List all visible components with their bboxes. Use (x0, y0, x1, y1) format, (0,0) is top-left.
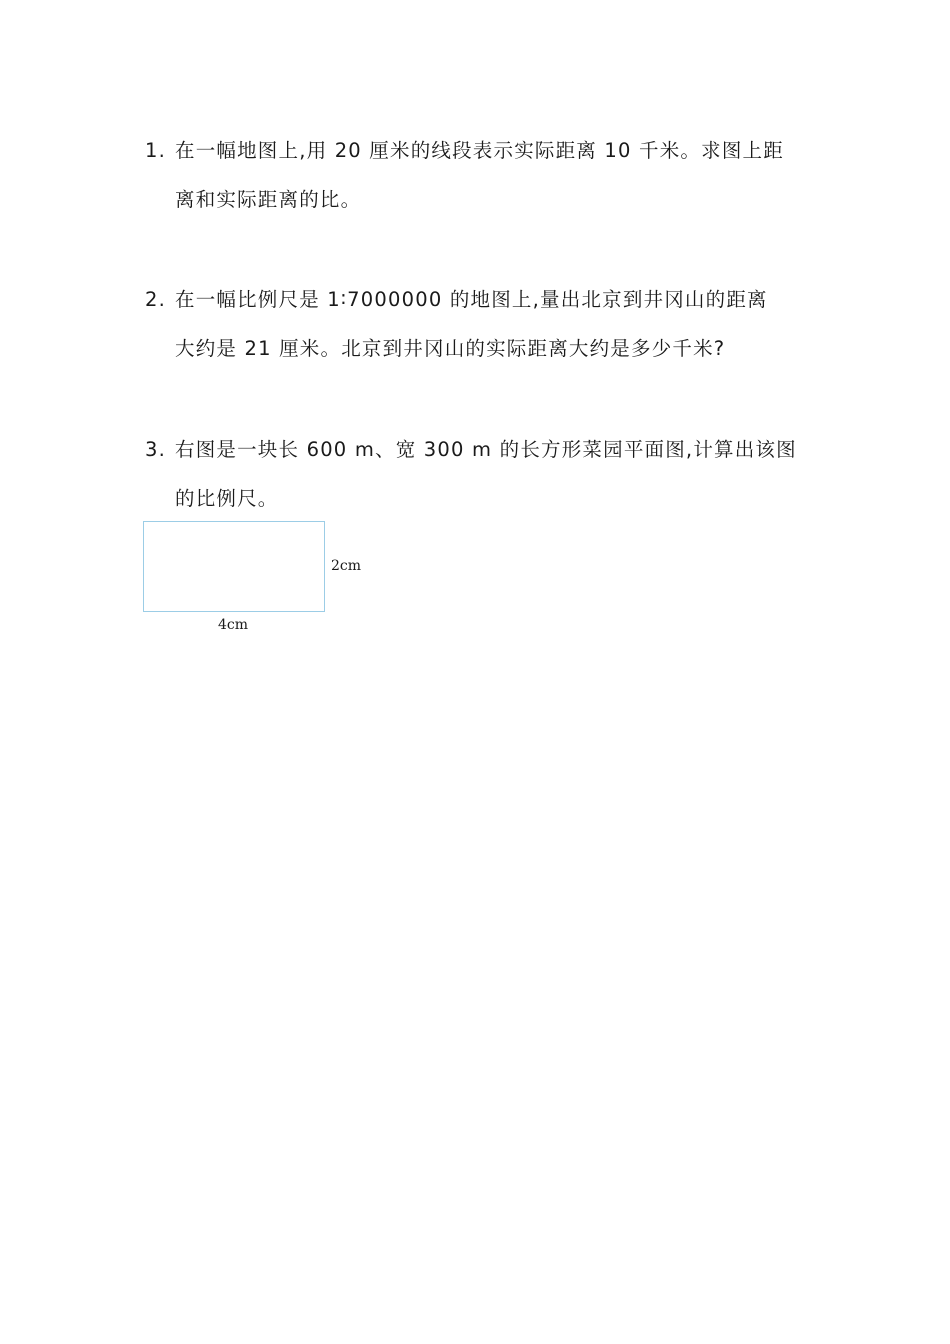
problem-3-line-1 (145, 437, 797, 463)
problem-3-number: 3. (145, 438, 167, 461)
problem-2-text-1: 在一幅比例尺是 1∶7000000 的地图上,量出北京到井冈山的距离 (175, 288, 768, 311)
problem-3-line-2 (175, 486, 279, 512)
problem-1-line-1 (145, 138, 784, 164)
garden-plan-figure (143, 521, 383, 641)
problem-1-number: 1. (145, 139, 167, 162)
width-label: 4cm (218, 617, 249, 633)
problem-1-text-2: 离和实际距离的比。 (175, 188, 362, 211)
problem-1-text-1: 在一幅地图上,用 20 厘米的线段表示实际距离 10 千米。求图上距 (175, 139, 784, 162)
problem-3-text-1: 右图是一块长 600 m、宽 300 m 的长方形菜园平面图,计算出该图 (175, 438, 797, 461)
problem-2-line-1 (145, 287, 768, 313)
problem-2-number: 2. (145, 288, 167, 311)
problem-1-line-2 (175, 187, 361, 213)
garden-rectangle (143, 521, 325, 612)
problem-2-text-2: 大约是 21 厘米。北京到井冈山的实际距离大约是多少千米? (175, 337, 726, 360)
problem-3-text-2: 的比例尺。 (175, 487, 279, 510)
problem-2-line-2 (175, 336, 725, 362)
height-label: 2cm (331, 558, 362, 574)
